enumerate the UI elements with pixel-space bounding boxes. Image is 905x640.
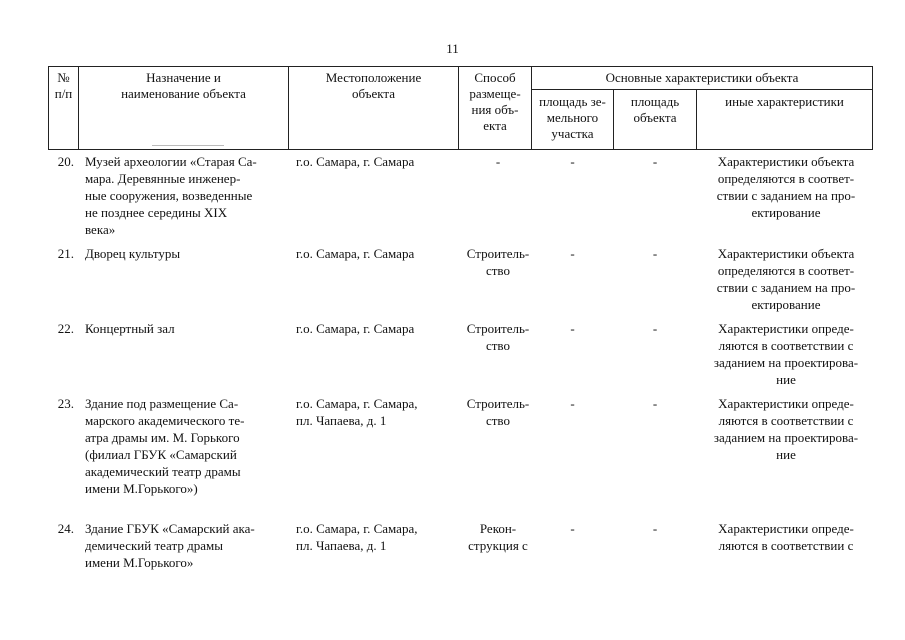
other-characteristics: Характеристики опреде- ляются в соответствии с заданием на проектирова- ние xyxy=(713,396,859,462)
object-area-value: - xyxy=(652,154,658,169)
object-location: г.о. Самара, г. Самара, пл. Чапаева, д. 1 xyxy=(296,396,418,428)
object-name: Здание под размещение Са- марского академического те- атра драмы им. М. Горького (филиал ГБУК «Самарский академический театр драмы имени М.Горького») xyxy=(85,396,245,496)
object-location: г.о. Самара, г. Самара, пл. Чапаева, д. 1 xyxy=(296,521,418,553)
land-area-value: - xyxy=(570,321,575,336)
header-method: Способ размеще- ния объ- екта xyxy=(469,70,521,133)
object-area-value: - xyxy=(652,321,658,336)
land-area-value: - xyxy=(570,154,575,169)
row-number: 22. xyxy=(57,321,74,336)
object-area-value: - xyxy=(652,521,658,536)
placement-method: Рекон- струкция с xyxy=(468,521,528,553)
placement-method: - xyxy=(495,154,501,169)
object-name: Музей археологии «Старая Са- мара. Деревянные инженер- ные сооружения, возведенные не позднее середины XIX века» xyxy=(85,154,257,237)
header-object-area: площадь объекта xyxy=(630,94,680,125)
header-main-characteristics: Основные характеристики объекта xyxy=(605,70,799,85)
row-number: 20. xyxy=(57,154,74,169)
placement-method: Строитель- ство xyxy=(466,321,530,353)
col-border-right xyxy=(872,66,873,150)
header-top-border xyxy=(48,66,873,67)
header-land-area: площадь зе- мельного участка xyxy=(539,94,606,141)
object-name: Концертный зал xyxy=(85,321,175,336)
other-characteristics: Характеристики опреде- ляются в соответствии с заданием на проектирова- ние xyxy=(713,321,859,387)
scan-artifact xyxy=(152,145,224,146)
header-subgroup-border xyxy=(531,89,873,90)
other-characteristics: Характеристики объекта определяются в соответ- ствии с заданием на про- ектирование xyxy=(716,154,856,220)
header-num: № п/п xyxy=(54,70,73,101)
placement-method: Строитель- ство xyxy=(466,396,530,428)
header-other: иные характеристики xyxy=(725,94,844,109)
page-number: 11 xyxy=(446,41,459,56)
object-area-value: - xyxy=(652,396,658,411)
land-area-value: - xyxy=(570,521,575,536)
object-area-value: - xyxy=(652,246,658,261)
header-location: Местоположение объекта xyxy=(325,70,422,101)
object-location: г.о. Самара, г. Самара xyxy=(296,321,415,336)
object-location: г.о. Самара, г. Самара xyxy=(296,246,415,261)
land-area-value: - xyxy=(570,396,575,411)
object-name: Дворец культуры xyxy=(85,246,181,261)
row-number: 21. xyxy=(57,246,74,261)
row-number: 23. xyxy=(57,396,74,411)
placement-method: Строитель- ство xyxy=(466,246,530,278)
other-characteristics: Характеристики объекта определяются в соответ- ствии с заданием на про- ектирование xyxy=(716,246,856,312)
object-location: г.о. Самара, г. Самара xyxy=(296,154,415,169)
row-number: 24. xyxy=(57,521,74,536)
header-name: Назначение и наименование объекта xyxy=(121,70,246,101)
object-name: Здание ГБУК «Самарский ака- демический театр драмы имени М.Горького» xyxy=(85,521,255,570)
header-bottom-border xyxy=(48,149,873,150)
land-area-value: - xyxy=(570,246,575,261)
other-characteristics: Характеристики опреде- ляются в соответствии с xyxy=(718,521,854,553)
